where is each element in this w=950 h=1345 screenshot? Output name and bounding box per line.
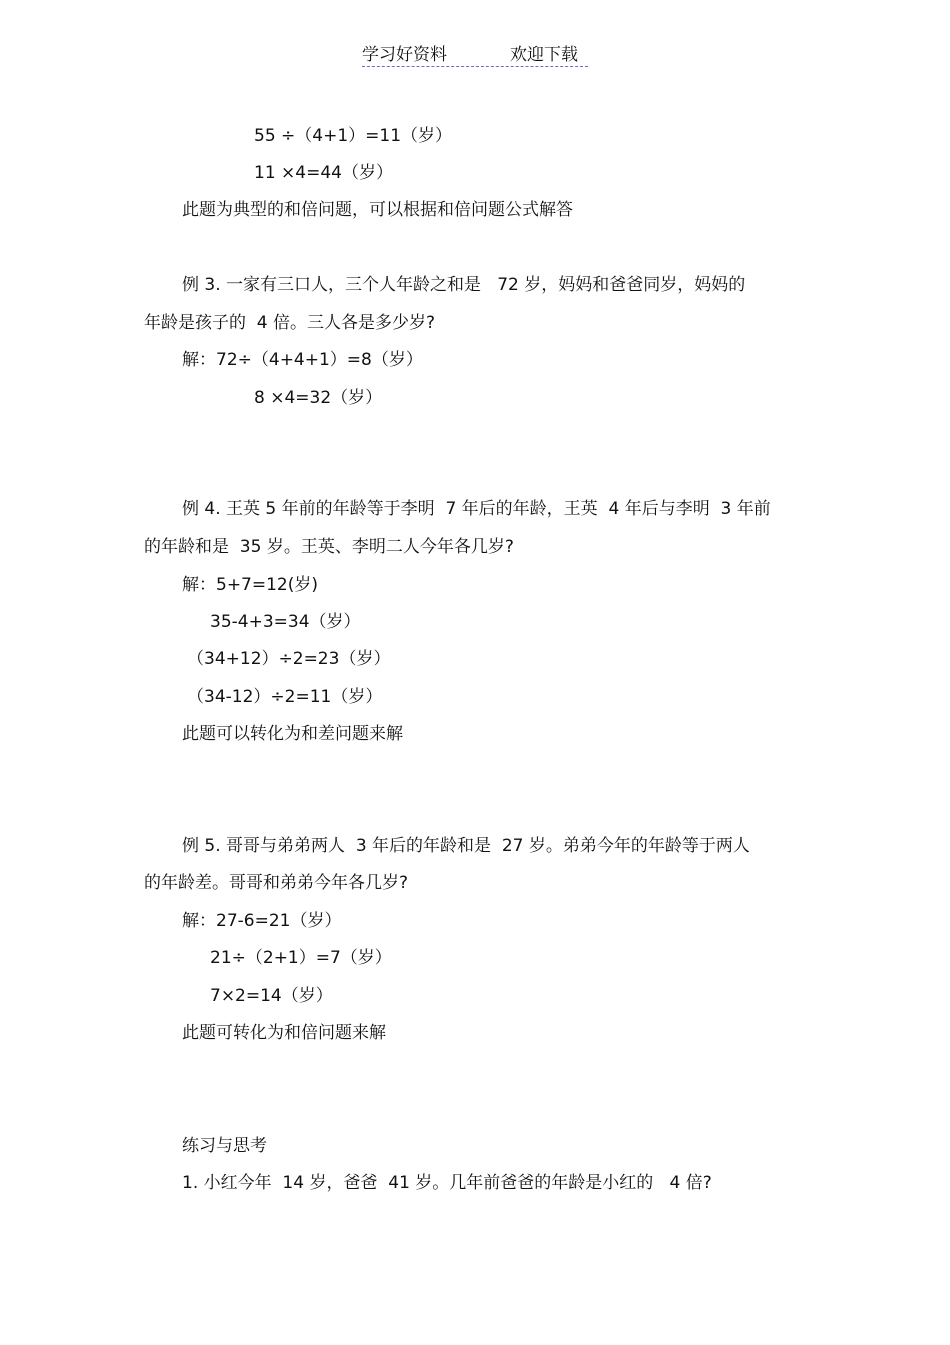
solution-line: 7×2=14（岁） [210,986,333,1006]
text-line: 55 ÷（4+1）=11（岁） [254,126,453,146]
example-4-line: 例 4. 王英 5 年前的年龄等于李明 7 年后的年龄，王英 4 年后与李明 3 年前 [182,499,771,519]
section-title: 练习与思考 [182,1136,267,1156]
solution-line: （34+12）÷2=23（岁） [187,649,391,669]
text-line: 此题可以转化为和差问题来解 [182,724,403,744]
example-5-line: 例 5. 哥哥与弟弟两人 3 年后的年龄和是 27 岁。弟弟今年的年龄等于两人 [182,836,750,856]
solution-line: 解：5+7=12(岁) [182,575,319,595]
header-right-text: 欢迎下载 [510,45,578,65]
page-header [362,40,588,67]
header-left-text: 学习好资料 [362,45,447,65]
example-3-line: 例 3. 一家有三口人，三个人年龄之和是 72 岁，妈妈和爸爸同岁，妈妈的 [182,275,746,295]
solution-line: 解：27-6=21（岁） [182,911,342,931]
solution-line: 21÷（2+1）=7（岁） [210,948,392,968]
example-5-line: 的年龄差。哥哥和弟弟今年各几岁? [144,873,409,893]
example-4-line: 的年龄和是 35 岁。王英、李明二人今年各几岁? [144,537,514,557]
text-line: 11 ×4=44（岁） [254,163,393,183]
solution-line: 35-4+3=34（岁） [210,612,361,632]
exercise-line: 1. 小红今年 14 岁，爸爸 41 岁。几年前爸爸的年龄是小红的 4 倍? [182,1173,712,1193]
solution-line: 8 ×4=32（岁） [254,388,383,408]
example-3-line: 年龄是孩子的 4 倍。三人各是多少岁? [144,313,436,333]
text-line: 此题可转化为和倍问题来解 [182,1023,386,1043]
solution-line: （34-12）÷2=11（岁） [187,687,383,707]
text-line: 此题为典型的和倍问题，可以根据和倍问题公式解答 [182,200,573,220]
solution-line: 解：72÷（4+4+1）=8（岁） [182,350,423,370]
